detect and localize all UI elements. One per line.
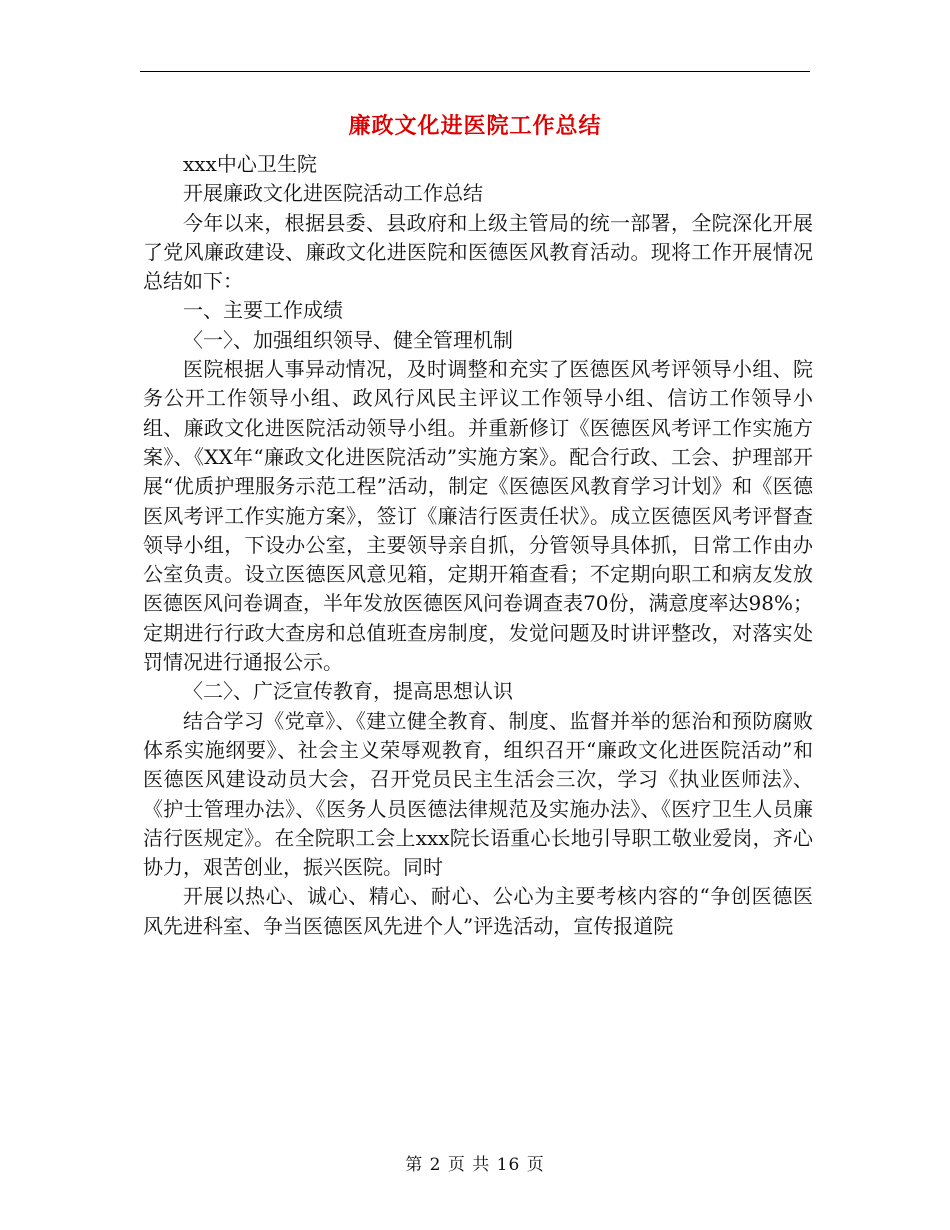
header-rule — [140, 71, 810, 72]
page-number: 第 2 页 共 16 页 — [405, 1155, 545, 1175]
section-heading-1: 一、主要工作成绩 — [183, 298, 343, 323]
body-paragraph: 开展以热心、诚心、精心、耐心、公心为主要考核内容的“争创医德医风先进科室、争当医德医风先进个人”评选活动，宣传报道院 — [143, 884, 813, 938]
intro-paragraph: 今年以来，根据县委、县政府和上级主管局的统一部署，全院深化开展了党风廉政建设、廉政文化进医院和医德医风教育活动。现将工作开展情况总结如下： — [143, 210, 813, 294]
document-body — [143, 150, 813, 941]
body-paragraph: 医院根据人事异动情况，及时调整和充实了医德医风考评领导小组、院务公开工作领导小组、政风行风民主评议工作领导小组、信访工作领导小组、廉政文化进医院活动领导小组。并重新修订《医德医风考评工作实施方案》、《XX年“廉政文化进医院活动”实施方案》。配合行政、工会、护理部开展“优质护理服务示范工程”活动，制定《医德医风教育学习计划》和《医德医风考评工作实施方案》，签订《廉洁行医责任状》。成立医德医风考评督查领导小组，下设办公室，主要领导亲自抓，分管领导具体抓，日常工作由办公室负责。设立医德医风意见箱，定期开箱查看；不定期向职工和病友发放医德医风问卷调查，半年发放医德医风问卷调查表70份，满意度率达98%；定期进行行政大查房和总值班查房制度，发觉问题及时讲评整改，对落实处罚情况进行通报公示。 — [143, 357, 813, 675]
hospital-name: xxx中心卫生院 — [183, 152, 317, 176]
subsection-heading-2: 〈二〉、广泛宣传教育，提高思想认识 — [183, 679, 513, 704]
document-subtitle: 开展廉政文化进医院活动工作总结 — [183, 181, 483, 206]
document-title: 廉政文化进医院工作总结 — [348, 113, 602, 139]
subsection-heading-1: 〈一〉、加强组织领导、健全管理机制 — [183, 327, 513, 352]
body-paragraph: 结合学习《党章》、《建立健全教育、制度、监督并举的惩治和预防腐败体系实施纲要》、社会主义荣辱观教育，组织召开“廉政文化进医院活动”和医德医风建设动员大会，召开党员民主生活会三次，学习《执业医师法》、《护士管理办法》、《医务人员医德法律规范及实施办法》、《医疗卫生人员廉洁行医规定》。在全院职工会上xxx院长语重心长地引导职工敬业爱岗，齐心协力，艰苦创业，振兴医院。同时 — [143, 708, 813, 880]
